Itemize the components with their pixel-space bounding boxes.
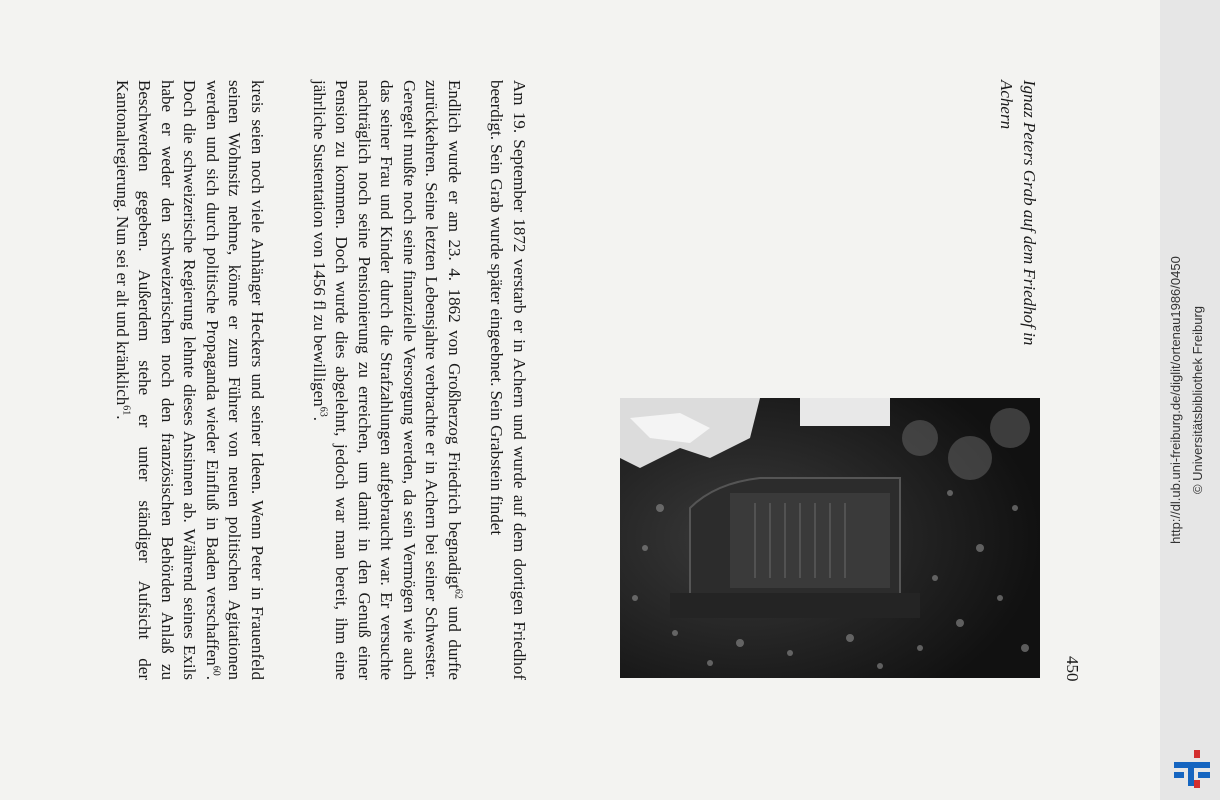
- paragraph-1-text-c: .: [113, 415, 132, 420]
- gravestone-photo: [620, 398, 1040, 678]
- copyright-notice: © Universitätsbibliothek Freiburg: [1190, 305, 1205, 495]
- paragraph-2-text-c: .: [310, 416, 329, 421]
- footnote-ref-63: 63: [317, 406, 329, 417]
- library-logo-icon: [1172, 750, 1212, 790]
- footnote-ref-62: 62: [452, 588, 464, 599]
- paragraph-1-text-b: . Doch die schweizerische Regierung lehnte dieses Ansinnen ab. Während seines Exils habe er weder den schweizerischen noch den französischen Behörden Anlaß zu Beschwerden gegeben. Außerdem stehe er unter ständiger Aufsicht der Kantonalregierung. Nun sei er alt und kränklich: [113, 80, 222, 680]
- paragraph-2: [308, 80, 466, 680]
- paragraph-3: [485, 80, 530, 680]
- photo-caption: Ignaz Peters Grab auf dem Friedhof in Achern: [997, 80, 1039, 346]
- footnote-ref-61: 61: [120, 405, 132, 416]
- page-number: 450: [1063, 656, 1082, 682]
- source-url[interactable]: http://dl.ub.uni-freiburg.de/diglit/ortenau1986/0450: [1168, 256, 1183, 544]
- paragraph-1-text-a: kreis seien noch viele Anhänger Heckers und seiner Ideen. Wenn Peter in Frauenfeld seinen Wohnsitz nehme, könne er zum Führer von neuen politischen Agitationen werden und sich durch politische Propaganda wieder Einfluß in Baden verschaffen: [203, 80, 267, 680]
- footnote-ref-60: 60: [210, 665, 222, 676]
- paragraph-3-text: Am 19. September 1872 verstarb er in Achern und wurde auf dem dortigen Friedhof beerdigt. Sein Grab wurde später eingeebnet. Sein Grabstein findet: [487, 80, 529, 680]
- paragraph-1: [111, 80, 269, 680]
- paragraph-2-text-b: und durfte zurückkehren. Seine letzten Lebensjahre verbrachte er in Achern bei seiner Schwester. Geregelt mußte noch seine finanzielle Versorgung werden, da sein Vermögen wie auch das seiner Frau und Kinder durch die Strafzahlungen aufgebraucht war. Er versuchte nachträglich noch seine Pensionierung zu erreichen, um damit in den Genuß einer Pension zu kommen. Doch wurde dies abgelehnt, jedoch war man bereit, ihm eine jährliche Sustentation von 1456 fl zu bewilligen: [310, 80, 464, 680]
- paragraph-2-text-a: Endlich wurde er am 23. 4. 1862 von Großherzog Friedrich begnadigt: [445, 80, 464, 589]
- library-sidebar-text: [1165, 10, 1215, 790]
